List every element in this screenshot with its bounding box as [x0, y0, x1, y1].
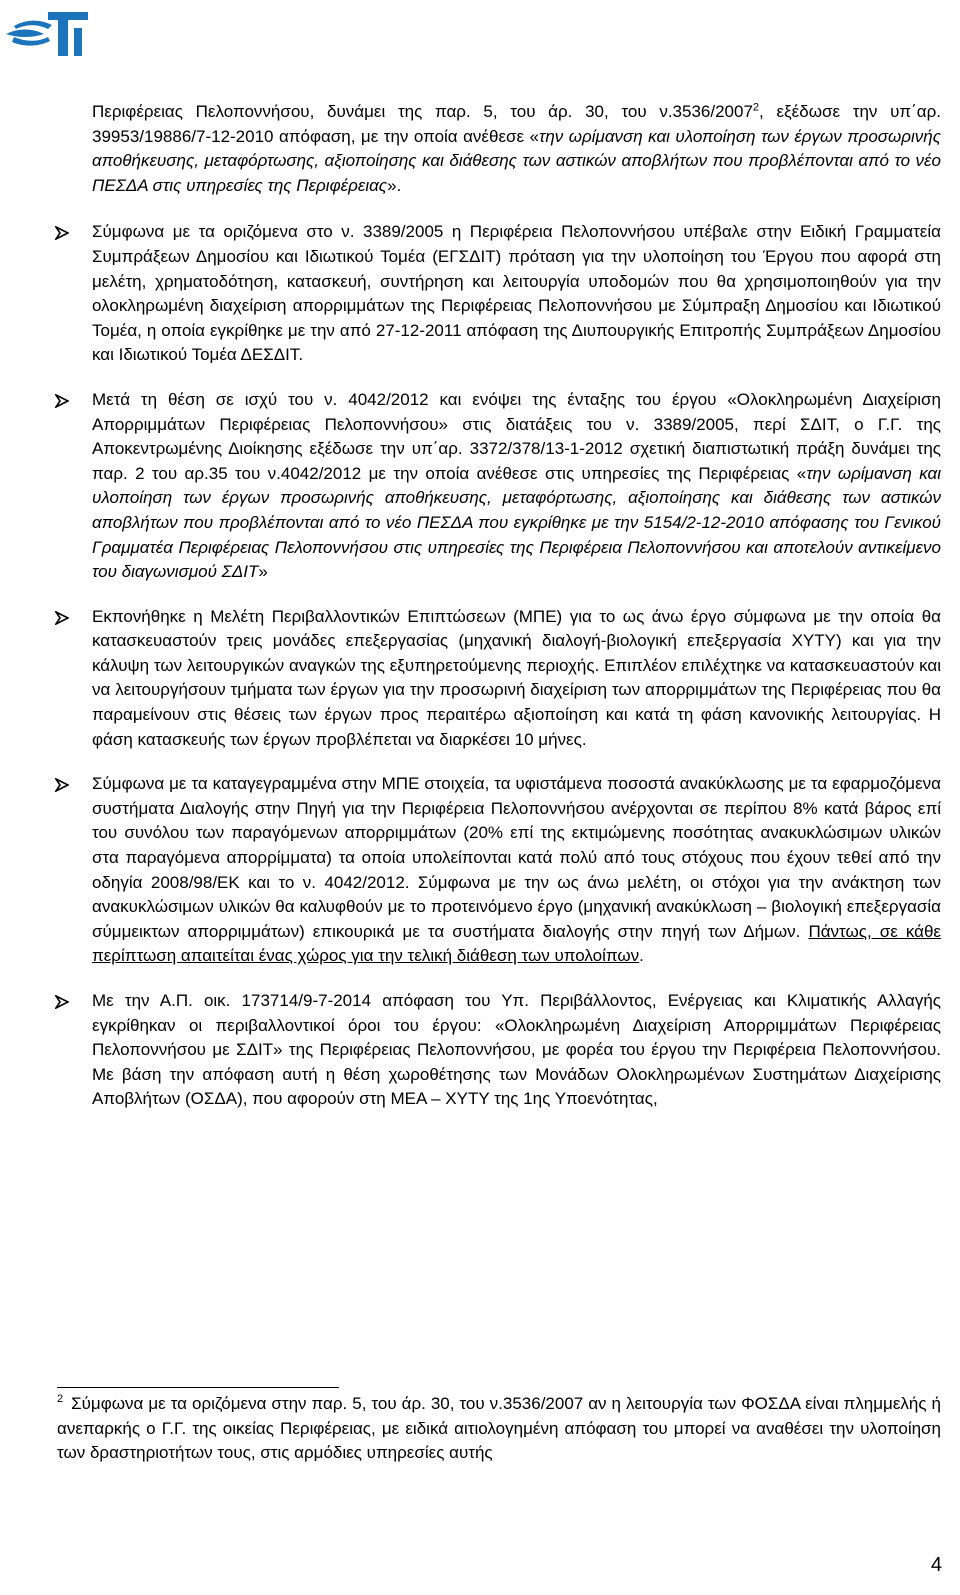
underlined-text: Πάντως, σε κάθε περίπτωση απαιτείται ένας χώρος για την τελική διάθεση των υπολοίπων [92, 921, 941, 966]
bullet-item [92, 772, 941, 969]
intro-text: Περιφέρειας Πελοποννήσου, δυνάμει της παρ. 5, του άρ. 30, του ν.3536/2007 [92, 102, 753, 121]
paragraph-intro [92, 100, 941, 198]
arrow-bullet-icon [55, 605, 75, 625]
bullet-text: Εκπονήθηκε η Μελέτη Περιβαλλοντικών Επιπτώσεων (ΜΠΕ) για το ως άνω έργο σύμφωνα με την οποία θα κατασκευαστούν τρεις μονάδες επεξεργασίας (μηχανική διαλογή-βιολογική επεξεργασία ΧΥΤΥ) και για την κάλυψη των λειτουργικών αναγκών της εξυπηρετούμενης περιοχής. Επιπλέον επιλέχτηκε να κατασκευαστούν και να λειτουργήσουν τμήματα των έργων για την προσωρινή διαχείριση των απορριμμάτων της Περιφέρειας που θα παραμείνουν στις θέσεις των έργων προς περαιτέρω αξιοποίηση και κατά τη φάση κανονικής λειτουργίας. Η φάση κατασκευής των έργων προβλέπεται να διαρκέσει 10 μήνες. [92, 606, 941, 749]
arrow-bullet-icon [55, 989, 75, 1009]
bullet-item [92, 220, 941, 368]
arrow-bullet-icon [55, 220, 75, 240]
brand-logo [4, 4, 90, 62]
bullet-item [92, 605, 941, 753]
page-number: 4 [930, 1554, 942, 1576]
bullet-text: Με την Α.Π. οικ. 173714/9-7-2014 απόφαση του Υπ. Περιβάλλοντος, Ενέργειας και Κλιματικής Αλλαγής εγκρίθηκαν οι περιβαλλοντικοί όροι του έργου: «Ολοκληρωμένη Διαχείριση Απορριμμάτων Περιφέρειας Πελοποννήσου με ΣΔΙΤ» της Περιφέρειας Πελοποννήσου, με φορέα του έργου την Περιφέρεια Πελοποννήσου. Με βάση την απόφαση αυτή η θέση χωροθέτησης των Μονάδων Ολοκληρωμένων Συστημάτων Διαχείρισης Αποβλήτων (ΟΣΔΑ), που αφορούν στη ΜΕΑ – ΧΥΤΥ της 1ης Υποενότητας, [92, 991, 941, 1109]
arrow-bullet-icon [55, 388, 75, 408]
footnote-mark: 2 [57, 1393, 64, 1406]
footnote-divider [57, 1387, 339, 1388]
bullet-item [92, 989, 941, 1112]
intro-quote: την ωρίμανση και υλοποίηση των έργων προσωρινής αποθήκευσης, μεταφόρτωσης, αξιοποίησης και διάθεσης των αστικών αποβλήτων που προβλέπονται από το νέο ΠΕΣΔΑ στις υπηρεσίες της Περιφέρειας [92, 126, 941, 195]
bullet-text: Σύμφωνα με τα οριζόμενα στο ν. 3389/2005 η Περιφέρεια Πελοποννήσου υπέβαλε στην Ειδική Γραμματεία Συμπράξεων Δημοσίου και Ιδιωτικού Τομέα (ΕΓΣΔΙΤ) πρόταση για την υλοποίηση του Έργου που αφορά στη μελέτη, χρηματοδότηση, κατασκευή, συντήρηση και λειτουργία υποδομών που θα χρησιμοποιηθούν για την ολοκληρωμένη διαχείριση απορριμμάτων της Περιφέρειας Πελοποννήσου με Σύμπραξη Δημοσίου και Ιδιωτικού Τομέα, η οποία εγκρίθηκε με την από 27-12-2011 απόφαση της Διυπουργικής Επιτροπής Συμπράξεων Δημοσίου και Ιδιωτικού Τομέα ΔΕΣΔΙΤ. [92, 222, 941, 365]
bullet-quote-end: » [258, 562, 268, 582]
intro-text-cont: , εξέδωσε την υπ΄αρ. 39953/19886/7-12-2010 απόφαση, με την οποία ανέθεσε « [92, 102, 941, 146]
bullet-quote: την ωρίμανση και υλοποίηση των έργων προσωρινής αποθήκευσης, μεταφόρτωσης, αξιοποίησης και διάθεσης των αστικών αποβλήτων που προβλέπονται από το νέο ΠΕΣΔΑ που εγκρίθηκε με την 5154/2-12-2010 απόφασης του Γενικού Γραμματέα Περιφέρειας Πελοποννήσου στις υπηρεσίες της Περιφέρεια Πελοποννήσου και αποτελούν αντικείμενο του διαγωνισμού ΣΔΙΤ [92, 463, 941, 582]
bullet-text-end: . [639, 946, 644, 966]
footnote [57, 1392, 941, 1466]
document-body [92, 100, 941, 1132]
intro-quote-end: ». [387, 175, 402, 195]
footnote-reference[interactable]: 2 [752, 101, 760, 114]
bullet-text-part: Σύμφωνα με τα καταγεγραμμένα στην ΜΠΕ στοιχεία, τα υφιστάμενα ποσοστά ανακύκλωσης με τα εφαρμοζόμενα συστήματα Διαλογής στην Πηγή για την Περιφέρεια Πελοποννήσου ανέρχονται σε περίπου 8% κατά βάρος επί του συνόλου των παραγόμενων απορριμμάτων (20% επί της εκτιμώμενης ποσότητας ανακυκλώσιμων υλικών στα παραγόμενα απορρίμματα) τα οποία υπολείπονται κατά πολύ από τους στόχους που έχουν τεθεί από την οδηγία 2008/98/ΕΚ και το ν. 4042/2012. Σύμφωνα με την ως άνω μελέτη, οι στόχοι για την ανάκτηση των ανακυκλώσιμων υλικών θα καλυφθούν με το προτεινόμενο έργο (μηχανική ανακύκλωση – βιολογική επεξεργασία σύμμεικτων απορριμμάτων) επικουρικά με τα συστήματα διαλογής στην πηγή των Δήμων. [92, 774, 941, 941]
footnote-text: Σύμφωνα με τα οριζόμενα στην παρ. 5, του άρ. 30, του ν.3536/2007 αν η λειτουργία των ΦΟΣΔΑ είναι πλημμελής ή ανεπαρκής ο Γ.Γ. της οικείας Περιφέρειας, με ειδικά αιτιολογημένη απόφαση του μπορεί να αναθέσει την υλοποίηση των δραστηριοτήτων τους, στις αρμόδιες υπηρεσίες αυτής [57, 1394, 941, 1463]
bullet-item [92, 388, 941, 585]
bullet-text [92, 772, 941, 969]
bullet-text-part: Μετά τη θέση σε ισχύ του ν. 4042/2012 και ενόψει της ένταξης του έργου «Ολοκληρωμένη Διαχείριση Απορριμμάτων Περιφέρειας Πελοποννήσου» στις διατάξεις του ν. 3389/2005, περί ΣΔΙΤ, ο Γ.Γ. της Αποκεντρωμένης Διοίκησης εξέδωσε την υπ΄αρ. 3372/378/13-1-2012 σχετική διαπιστωτική πράξη δυνάμει της παρ. 2 του αρ.35 του ν.4042/2012 με την οποία ανέθεσε στις υπηρεσίες της Περιφέρειας « [92, 389, 941, 483]
arrow-bullet-icon [55, 772, 75, 792]
bullet-text [92, 388, 941, 585]
